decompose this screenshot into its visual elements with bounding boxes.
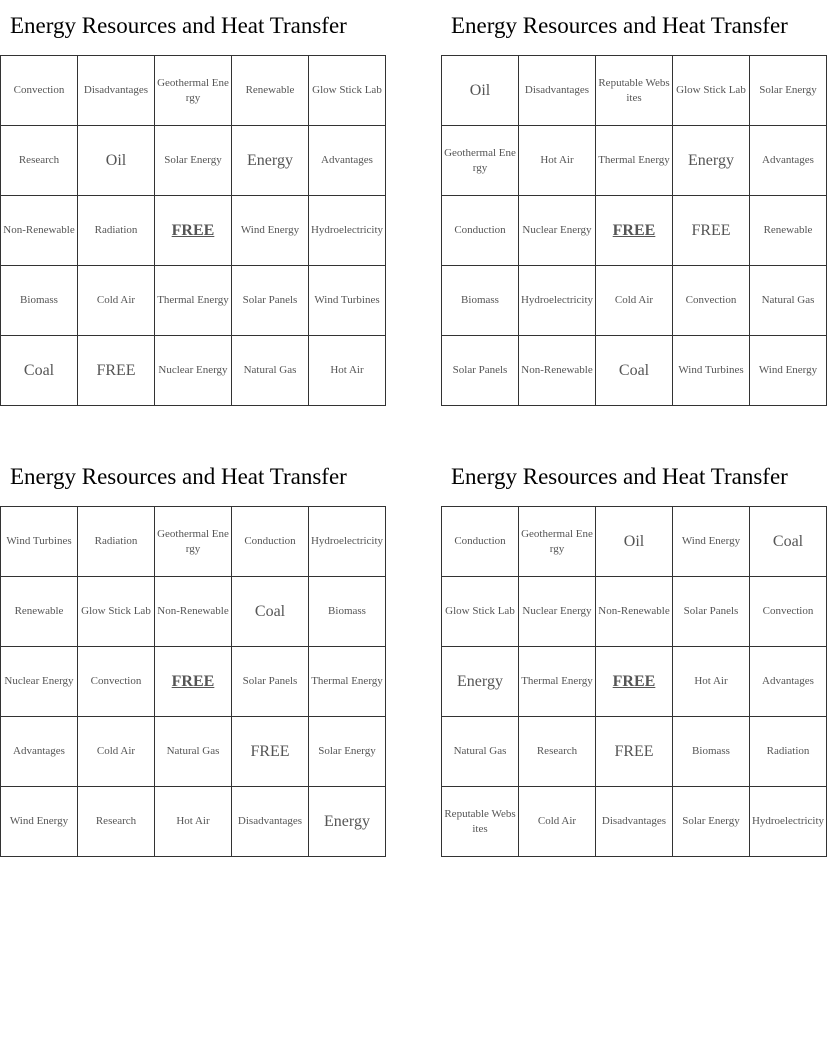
grid-cell: Thermal Energy bbox=[309, 647, 386, 717]
grid-cell: Glow Stick Lab bbox=[309, 56, 386, 126]
bingo-card-3 bbox=[0, 462, 384, 857]
grid-cell: Advantages bbox=[309, 126, 386, 196]
grid-cell: Research bbox=[1, 126, 78, 196]
grid-cell: Wind Turbines bbox=[1, 507, 78, 577]
grid-cell: Renewable bbox=[1, 577, 78, 647]
grid-cell: Energy bbox=[232, 126, 309, 196]
grid-cell: Coal bbox=[750, 507, 827, 577]
free-space: FREE bbox=[673, 196, 750, 266]
grid-cell: Convection bbox=[750, 577, 827, 647]
free-space: FREE bbox=[596, 717, 673, 787]
grid-cell: Convection bbox=[1, 56, 78, 126]
grid-cell: Conduction bbox=[442, 507, 519, 577]
grid-row bbox=[1, 56, 386, 126]
grid-cell: Convection bbox=[673, 266, 750, 336]
grid-cell: Glow Stick Lab bbox=[442, 577, 519, 647]
grid-cell: Thermal Energy bbox=[155, 266, 232, 336]
grid-row bbox=[1, 336, 386, 406]
bingo-card-4 bbox=[441, 462, 825, 857]
bingo-grid bbox=[441, 55, 827, 406]
free-space-center: FREE bbox=[596, 196, 673, 266]
grid-cell: Wind Energy bbox=[750, 336, 827, 406]
grid-cell: Glow Stick Lab bbox=[78, 577, 155, 647]
grid-cell: Wind Energy bbox=[232, 196, 309, 266]
bingo-grid bbox=[0, 55, 386, 406]
grid-cell: Geothermal Energy bbox=[519, 507, 596, 577]
grid-cell: Radiation bbox=[750, 717, 827, 787]
grid-cell: Solar Energy bbox=[673, 787, 750, 857]
grid-cell: Glow Stick Lab bbox=[673, 56, 750, 126]
grid-row bbox=[442, 787, 827, 857]
grid-cell: Research bbox=[78, 787, 155, 857]
bingo-card-2 bbox=[441, 11, 816, 406]
grid-cell: Hydroelectricity bbox=[519, 266, 596, 336]
grid-cell: Oil bbox=[78, 126, 155, 196]
grid-cell: Solar Energy bbox=[309, 717, 386, 787]
grid-cell: Disadvantages bbox=[232, 787, 309, 857]
grid-row bbox=[442, 56, 827, 126]
grid-cell: Conduction bbox=[232, 507, 309, 577]
grid-cell: Convection bbox=[78, 647, 155, 717]
grid-row bbox=[1, 266, 386, 336]
grid-cell: Cold Air bbox=[78, 266, 155, 336]
grid-cell: Advantages bbox=[1, 717, 78, 787]
free-space: FREE bbox=[78, 336, 155, 406]
grid-cell: Nuclear Energy bbox=[519, 196, 596, 266]
grid-cell: Energy bbox=[309, 787, 386, 857]
grid-row bbox=[1, 717, 386, 787]
grid-cell: Hot Air bbox=[309, 336, 386, 406]
grid-cell: Solar Panels bbox=[442, 336, 519, 406]
grid-cell: Renewable bbox=[750, 196, 827, 266]
grid-cell: Hydroelectricity bbox=[750, 787, 827, 857]
grid-cell: Cold Air bbox=[596, 266, 673, 336]
grid-cell: Non-Renewable bbox=[519, 336, 596, 406]
grid-row bbox=[1, 647, 386, 717]
grid-cell: Nuclear Energy bbox=[519, 577, 596, 647]
grid-cell: Solar Panels bbox=[232, 647, 309, 717]
grid-row bbox=[1, 577, 386, 647]
bingo-card-1 bbox=[0, 11, 384, 406]
free-space-center: FREE bbox=[155, 196, 232, 266]
grid-cell: Disadvantages bbox=[596, 787, 673, 857]
grid-cell: Coal bbox=[1, 336, 78, 406]
grid-cell: Solar Energy bbox=[155, 126, 232, 196]
grid-cell: Solar Panels bbox=[232, 266, 309, 336]
card-title: Energy Resources and Heat Transfer bbox=[10, 464, 347, 489]
grid-row bbox=[442, 647, 827, 717]
grid-cell: Non-Renewable bbox=[1, 196, 78, 266]
grid-row bbox=[1, 507, 386, 577]
grid-cell: Disadvantages bbox=[78, 56, 155, 126]
grid-cell: Radiation bbox=[78, 507, 155, 577]
grid-cell: Cold Air bbox=[519, 787, 596, 857]
grid-cell: Radiation bbox=[78, 196, 155, 266]
grid-cell: Natural Gas bbox=[442, 717, 519, 787]
card-title: Energy Resources and Heat Transfer bbox=[451, 13, 788, 38]
grid-cell: Nuclear Energy bbox=[155, 336, 232, 406]
grid-cell: Energy bbox=[673, 126, 750, 196]
grid-cell: Geothermal Energy bbox=[155, 56, 232, 126]
grid-cell: Biomass bbox=[673, 717, 750, 787]
grid-cell: Thermal Energy bbox=[596, 126, 673, 196]
card-title: Energy Resources and Heat Transfer bbox=[451, 464, 788, 489]
grid-cell: Reputable Websites bbox=[442, 787, 519, 857]
grid-cell: Disadvantages bbox=[519, 56, 596, 126]
bingo-grid bbox=[441, 506, 827, 857]
grid-cell: Biomass bbox=[442, 266, 519, 336]
grid-cell: Reputable Websites bbox=[596, 56, 673, 126]
grid-cell: Wind Turbines bbox=[309, 266, 386, 336]
grid-cell: Hot Air bbox=[519, 126, 596, 196]
grid-cell: Hydroelectricity bbox=[309, 507, 386, 577]
grid-cell: Non-Renewable bbox=[596, 577, 673, 647]
grid-cell: Natural Gas bbox=[750, 266, 827, 336]
grid-cell: Cold Air bbox=[78, 717, 155, 787]
grid-cell: Thermal Energy bbox=[519, 647, 596, 717]
grid-cell: Geothermal Energy bbox=[155, 507, 232, 577]
grid-row bbox=[442, 196, 827, 266]
grid-cell: Wind Turbines bbox=[673, 336, 750, 406]
grid-cell: Oil bbox=[442, 56, 519, 126]
grid-row bbox=[442, 507, 827, 577]
grid-cell: Conduction bbox=[442, 196, 519, 266]
grid-cell: Coal bbox=[232, 577, 309, 647]
grid-cell: Natural Gas bbox=[232, 336, 309, 406]
grid-cell: Nuclear Energy bbox=[1, 647, 78, 717]
grid-cell: Natural Gas bbox=[155, 717, 232, 787]
grid-cell: Hydroelectricity bbox=[309, 196, 386, 266]
grid-cell: Hot Air bbox=[155, 787, 232, 857]
grid-cell: Coal bbox=[596, 336, 673, 406]
bingo-grid bbox=[0, 506, 386, 857]
free-space-center: FREE bbox=[155, 647, 232, 717]
free-space-center: FREE bbox=[596, 647, 673, 717]
free-space: FREE bbox=[232, 717, 309, 787]
grid-cell: Renewable bbox=[232, 56, 309, 126]
grid-row bbox=[442, 266, 827, 336]
grid-row bbox=[442, 717, 827, 787]
grid-cell: Wind Energy bbox=[673, 507, 750, 577]
grid-row bbox=[1, 126, 386, 196]
card-title: Energy Resources and Heat Transfer bbox=[10, 13, 347, 38]
grid-row bbox=[1, 196, 386, 266]
grid-cell: Biomass bbox=[309, 577, 386, 647]
grid-cell: Geothermal Energy bbox=[442, 126, 519, 196]
grid-cell: Biomass bbox=[1, 266, 78, 336]
grid-cell: Advantages bbox=[750, 126, 827, 196]
grid-row bbox=[442, 126, 827, 196]
grid-row bbox=[1, 787, 386, 857]
grid-row bbox=[442, 577, 827, 647]
grid-cell: Hot Air bbox=[673, 647, 750, 717]
grid-cell: Solar Energy bbox=[750, 56, 827, 126]
grid-cell: Energy bbox=[442, 647, 519, 717]
grid-cell: Non-Renewable bbox=[155, 577, 232, 647]
grid-cell: Research bbox=[519, 717, 596, 787]
grid-cell: Solar Panels bbox=[673, 577, 750, 647]
grid-row bbox=[442, 336, 827, 406]
grid-cell: Oil bbox=[596, 507, 673, 577]
grid-cell: Wind Energy bbox=[1, 787, 78, 857]
grid-cell: Advantages bbox=[750, 647, 827, 717]
